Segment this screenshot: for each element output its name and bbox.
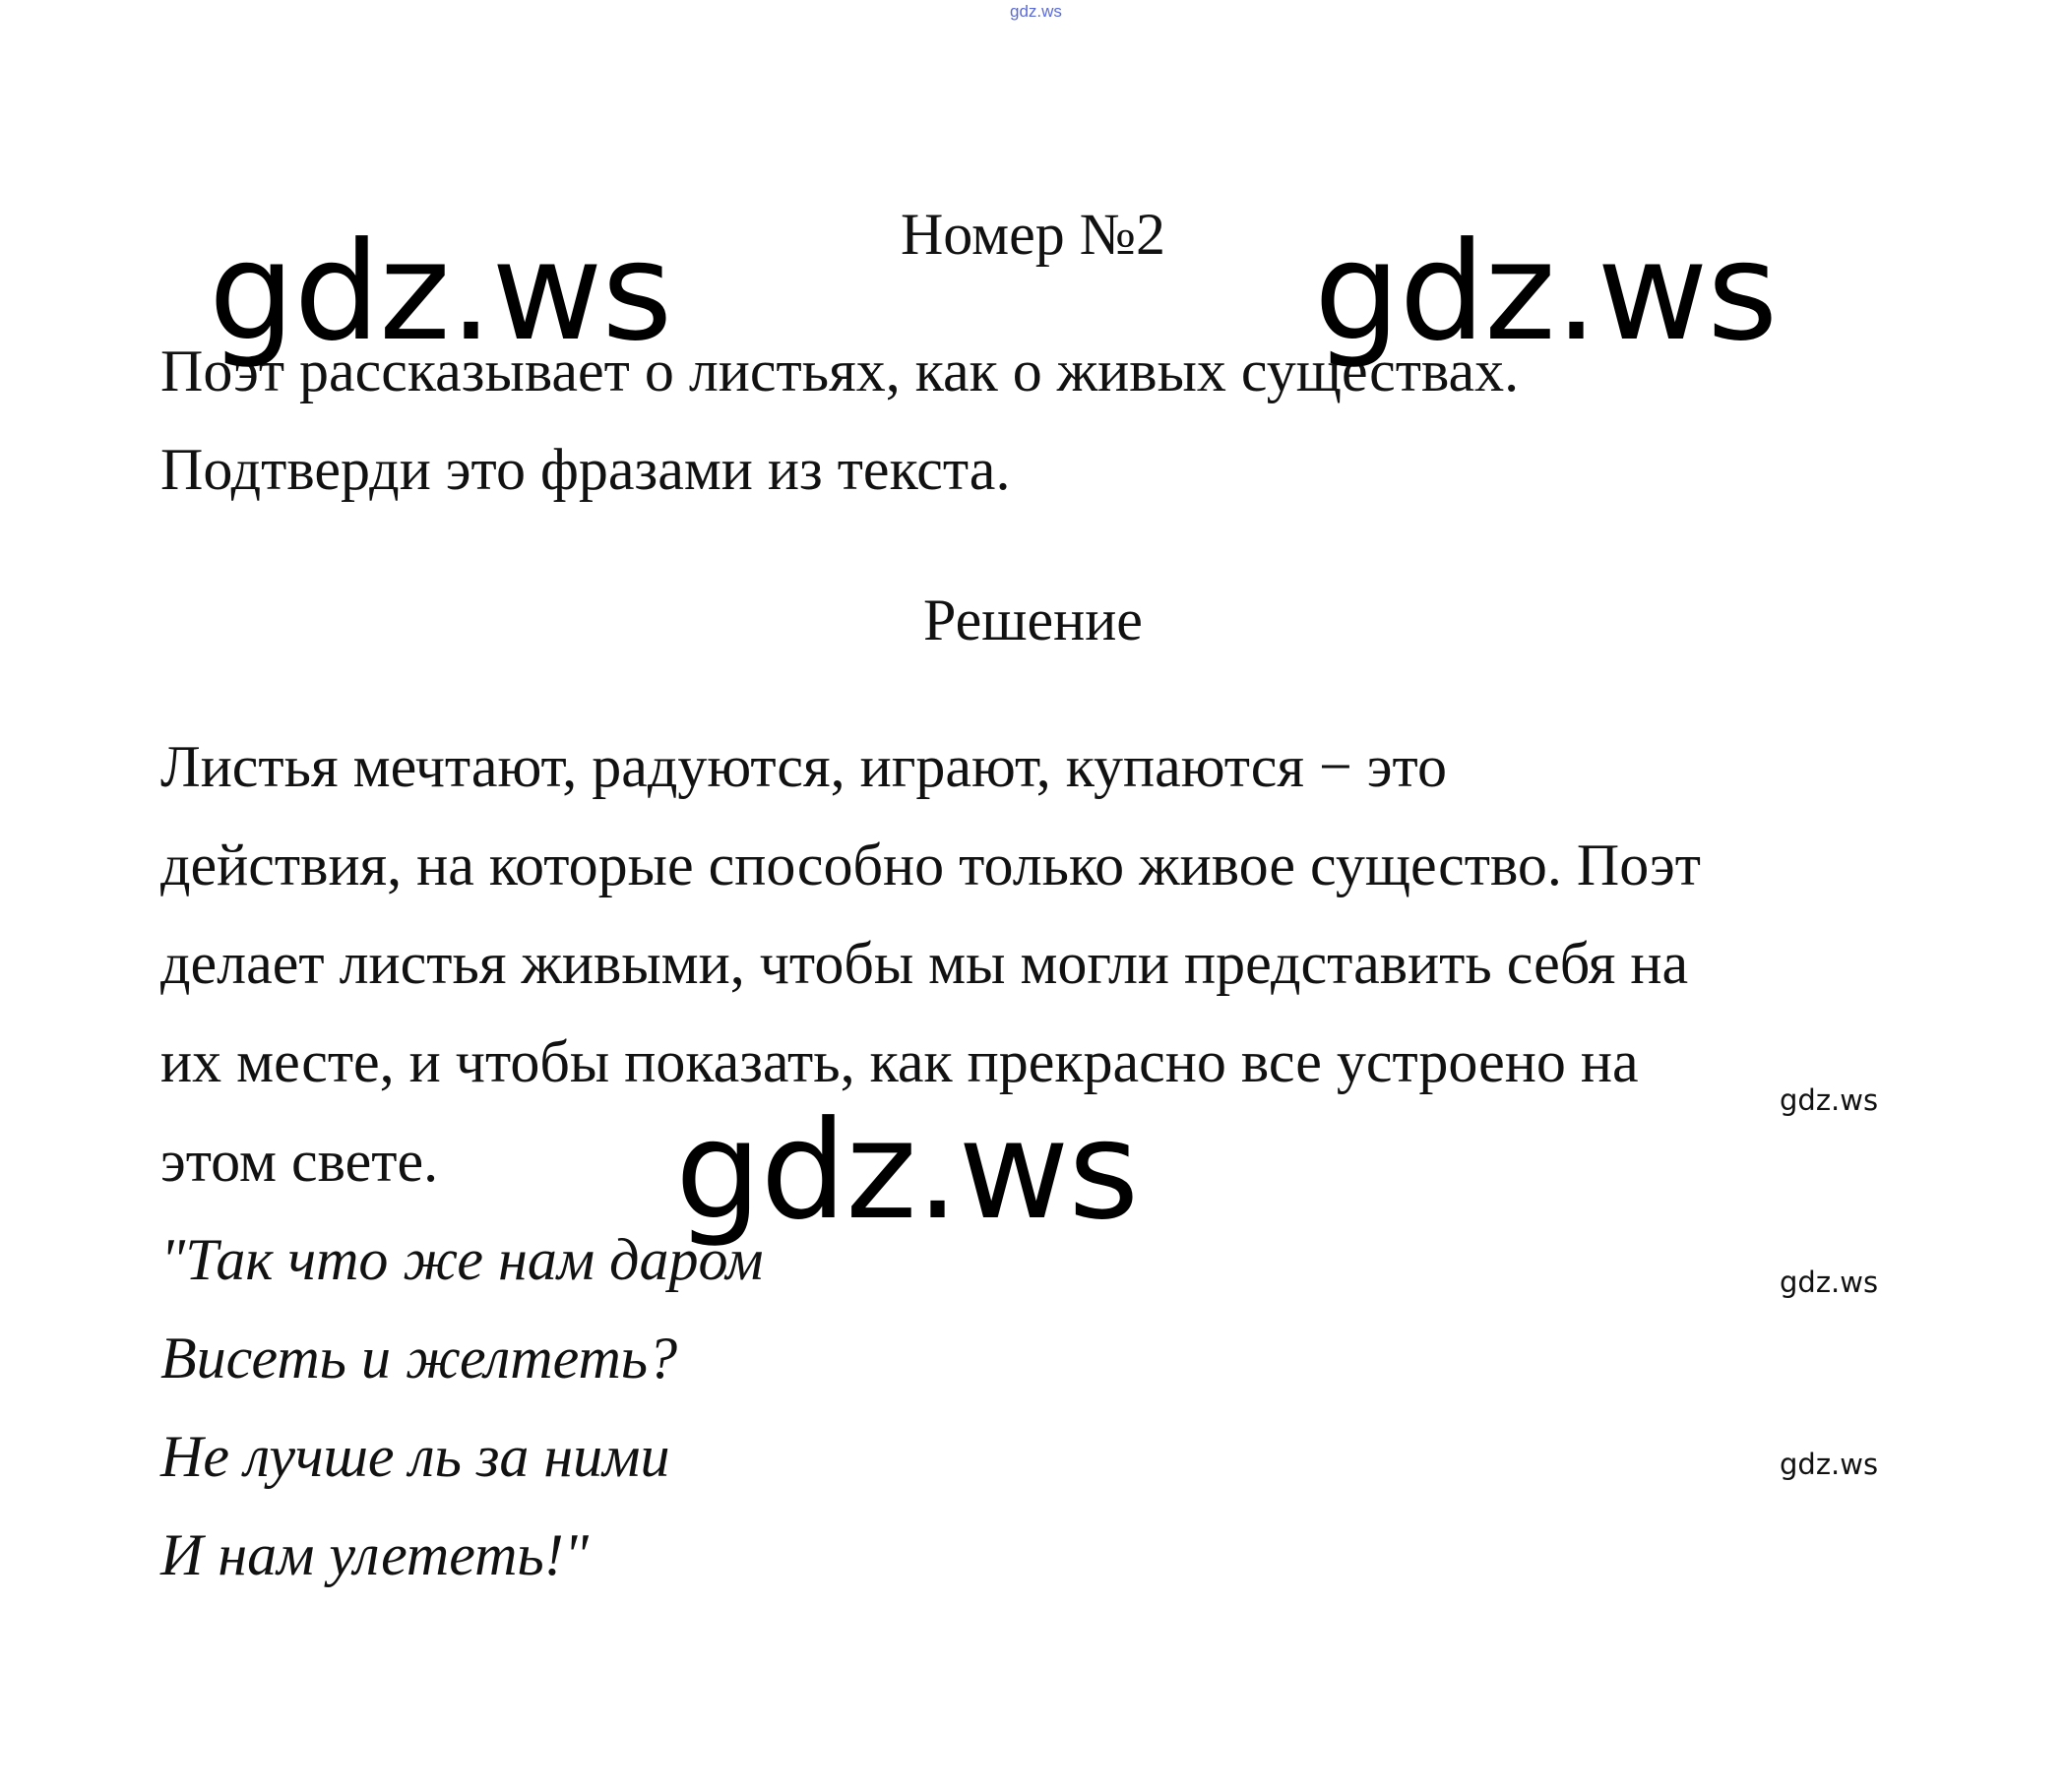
answer-line: этом свете.: [160, 1129, 439, 1194]
watermark-small: gdz.ws: [1780, 1266, 1879, 1299]
top-watermark: gdz.ws: [1010, 2, 1062, 21]
watermark-large: gdz.ws: [209, 213, 672, 371]
answer-line: Листья мечтают, радуются, играют, купаются − это: [160, 734, 1447, 799]
poem-line: И нам улететь!": [160, 1522, 589, 1587]
solution-heading: Решение: [923, 587, 1143, 652]
watermark-small: gdz.ws: [1780, 1448, 1879, 1481]
answer-line: делает листья живыми, чтобы мы могли представить себя на: [160, 931, 1689, 996]
task-line: Подтверди это фразами из текста.: [160, 437, 1011, 502]
watermark-small: gdz.ws: [1780, 1083, 1879, 1117]
task-line: Поэт рассказывает о листьях, как о живых существах.: [160, 339, 1520, 403]
poem-line: "Так что же нам даром: [160, 1227, 764, 1292]
watermark-large: gdz.ws: [1314, 213, 1778, 371]
answer-line: действия, на которые способно только живое существо. Поэт: [160, 833, 1701, 897]
watermark-large: gdz.ws: [675, 1091, 1139, 1250]
answer-line: их месте, и чтобы показать, как прекрасно все устроено на: [160, 1029, 1639, 1094]
poem-line: Висеть и желтеть?: [160, 1326, 678, 1390]
page-title: Номер №2: [900, 202, 1166, 267]
poem-line: Не лучше ль за ними: [160, 1424, 670, 1489]
